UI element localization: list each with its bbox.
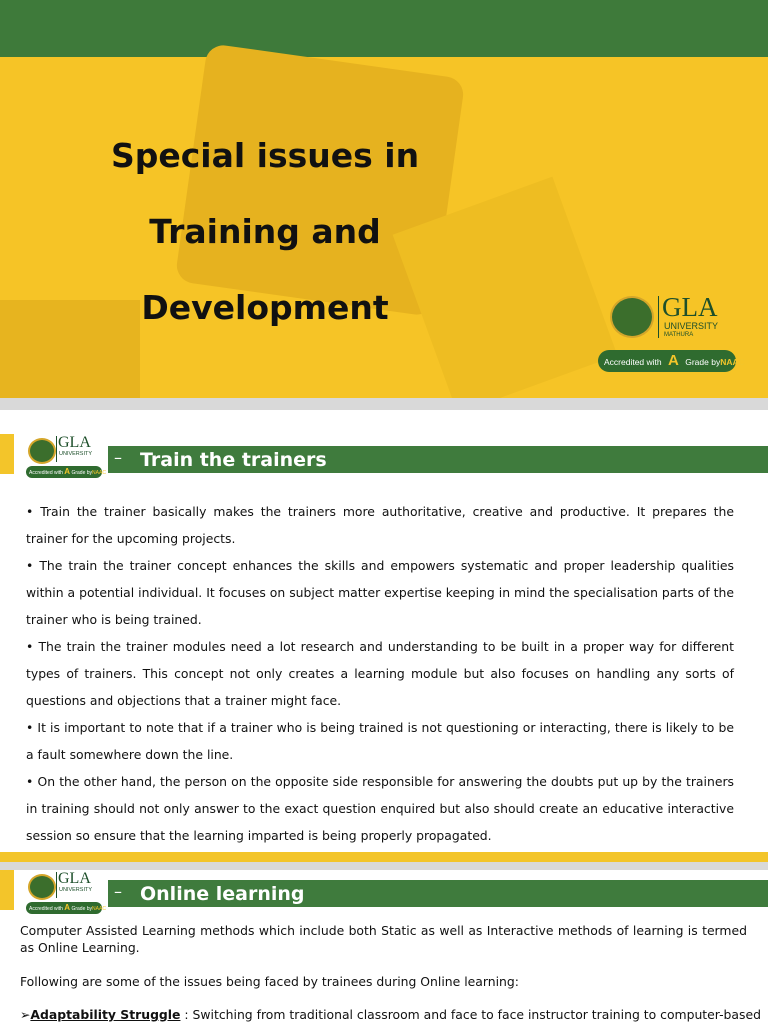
badge-accredited-text: Accredited with bbox=[604, 357, 662, 367]
badge-accredited-text: Accredited with bbox=[29, 906, 63, 912]
bullet-item: • On the other hand, the person on the opposite side responsible for answering the doubts put up by the trainers in training should not only answer to the exact question enquired but also should create an educative interactive session so ensure that the learning imparted is being properly propagated. bbox=[26, 774, 734, 843]
university-emblem-icon bbox=[28, 438, 56, 464]
badge-grade: A bbox=[64, 467, 71, 476]
badge-accredited-text: Accredited with bbox=[29, 470, 63, 476]
section-title: Online learning bbox=[140, 883, 305, 905]
badge-grade-by: Grade by bbox=[71, 470, 93, 476]
bullet-item: • The train the trainer concept enhances the skills and empowers systematic and proper leadership qualities within a potential individual. It focuses on subject matter expertise keeping in mind the specialisation parts of the trainer who is being trained. bbox=[26, 558, 734, 627]
title-line: Development bbox=[141, 288, 389, 327]
title-line: Special issues in bbox=[110, 136, 420, 175]
train-the-trainers-slide bbox=[0, 410, 768, 862]
university-emblem-icon bbox=[610, 296, 654, 338]
online-learning-slide bbox=[0, 870, 768, 1024]
badge-naac: NAAC bbox=[92, 906, 106, 912]
gla-university-logo bbox=[26, 870, 106, 916]
naac-accreditation-badge bbox=[26, 466, 106, 478]
bullet-item: • It is important to note that if a trainer who is being trained is not questioning or interacting, there is likely to be a fault somewhere down the line. bbox=[26, 720, 734, 762]
yellow-bottom-strip bbox=[0, 852, 768, 862]
yellow-side-tab bbox=[0, 434, 14, 474]
title-slide-top-bar bbox=[0, 0, 768, 57]
naac-accreditation-badge bbox=[26, 902, 106, 914]
logo-name: GLA bbox=[58, 434, 91, 451]
header-dash: – bbox=[114, 882, 122, 901]
title-slide bbox=[0, 0, 768, 398]
intro-paragraph: Computer Assisted Learning methods which include both Static as well as Interactive methods of learning is termed as Online Learning. bbox=[20, 923, 747, 955]
badge-grade: A bbox=[668, 352, 679, 369]
issue-item bbox=[20, 1006, 761, 1023]
section-title: Train the trainers bbox=[140, 449, 327, 471]
logo-name: GLA bbox=[58, 870, 91, 887]
issue-label: Adaptability Struggle bbox=[30, 1007, 181, 1022]
logo-city: MATHURA bbox=[664, 332, 694, 338]
logo-name: GLA bbox=[662, 292, 718, 322]
slide-body bbox=[20, 922, 761, 1023]
header-dash: – bbox=[114, 448, 122, 467]
gla-university-logo bbox=[598, 290, 744, 374]
logo-university: UNIVERSITY bbox=[59, 887, 93, 893]
gla-university-logo bbox=[26, 434, 106, 480]
yellow-side-tab bbox=[0, 870, 14, 910]
badge-naac: NAAC bbox=[720, 357, 745, 367]
badge-grade: A bbox=[64, 903, 71, 912]
badge-grade-by: Grade by bbox=[685, 357, 721, 367]
bullet-item: • Train the trainer basically makes the trainers more authoritative, creative and productive. It prepares the trainer for the upcoming projects. bbox=[26, 504, 734, 546]
issues-intro: Following are some of the issues being faced by trainees during Online learning: bbox=[20, 974, 519, 989]
issue-text: Switching from traditional classroom and face to face instructor training to computer-based bbox=[192, 1007, 761, 1022]
section-header bbox=[108, 880, 768, 907]
presentation-title bbox=[60, 118, 470, 346]
bullet-list bbox=[26, 498, 734, 849]
logo-university: UNIVERSITY bbox=[664, 321, 719, 331]
university-emblem-icon bbox=[28, 874, 56, 900]
title-line: Training and bbox=[149, 212, 381, 251]
badge-grade-by: Grade by bbox=[71, 906, 93, 912]
issue-separator: : bbox=[180, 1007, 193, 1022]
naac-accreditation-badge bbox=[598, 350, 745, 372]
logo-university: UNIVERSITY bbox=[59, 451, 93, 457]
section-header bbox=[108, 446, 768, 473]
arrow-bullet-icon: ➢ bbox=[20, 1007, 31, 1022]
badge-naac: NAAC bbox=[92, 470, 106, 476]
bullet-item: • The train the trainer modules need a lot research and understanding to be built in a proper way for different types of trainers. This concept not only creates a learning module but also focuses on handling any sorts of questions and objections that a trainer might face. bbox=[26, 639, 734, 708]
